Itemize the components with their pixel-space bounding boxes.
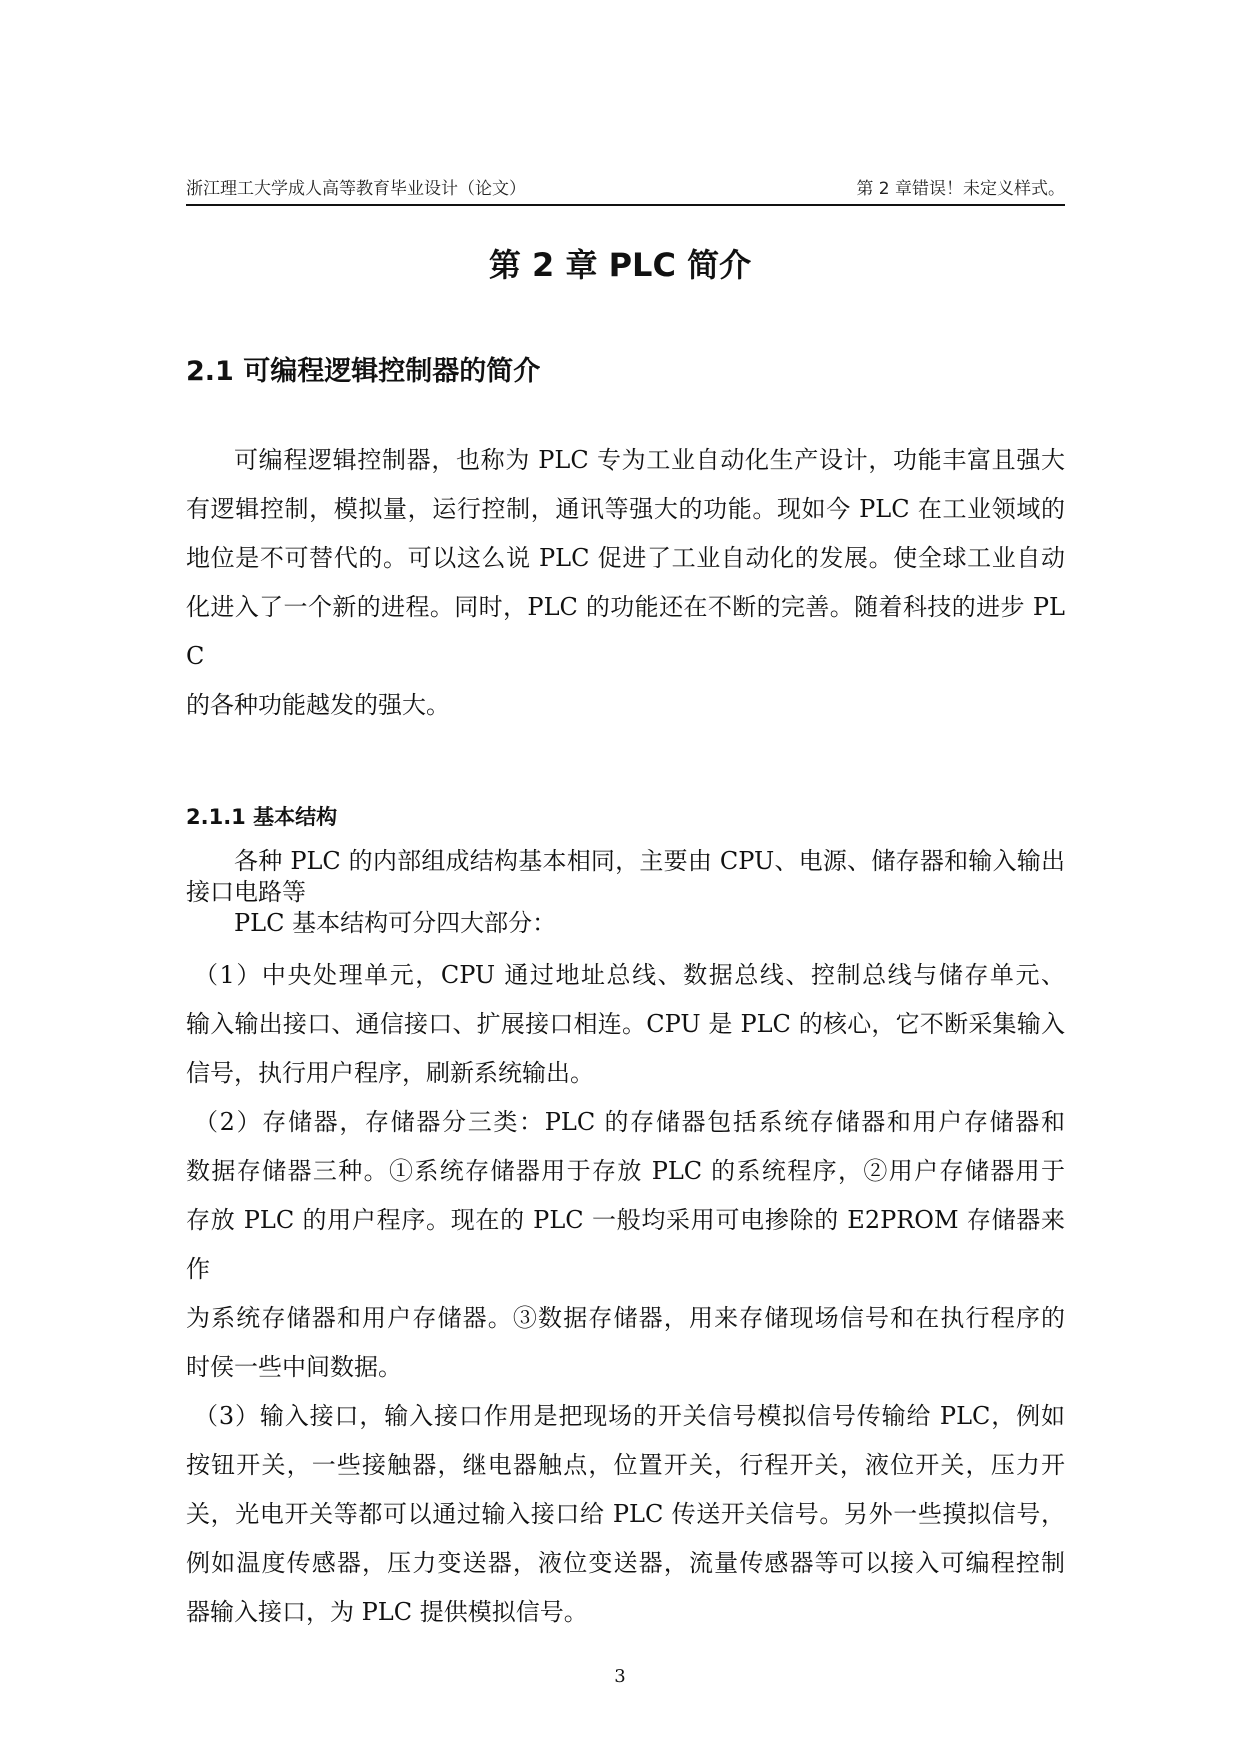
- list-item-line: （1）中央处理单元，CPU 通过地址总线、数据总线、控制总线与储存单元、: [194, 961, 1065, 989]
- list-item-line: 输入输出接口、通信接口、扩展接口相连。CPU 是 PLC 的核心，它不断采集输入: [186, 1010, 1065, 1038]
- section-paragraph: [186, 436, 1065, 730]
- list-item-line: 按钮开关，一些接触器，继电器触点，位置开关，行程开关，液位开关，压力开: [186, 1451, 1065, 1479]
- page-body: [186, 240, 1065, 1689]
- list-item-line: 时侯一些中间数据。: [186, 1353, 402, 1381]
- paragraph-line: 地位是不可替代的。可以这么说 PLC 促进了工业自动化的发展。使全球工业自动: [186, 544, 1065, 572]
- list-item-line: 器输入接口，为 PLC 提供模拟信号。: [186, 1598, 588, 1626]
- list-item-line: 存放 PLC 的用户程序。现在的 PLC 一般均采用可电掺除的 E2PROM 存储器来作: [186, 1206, 1065, 1283]
- paragraph-line: 有逻辑控制，模拟量，运行控制，通讯等强大的功能。现如今 PLC 在工业领域的: [186, 495, 1065, 523]
- list-item-line: 信号，执行用户程序，刷新系统输出。: [186, 1059, 594, 1087]
- subsection-heading: 2.1.1 基本结构: [186, 805, 338, 829]
- list-item-line: 例如温度传感器，压力变送器，液位变送器，流量传感器等可以接入可编程控制: [186, 1549, 1065, 1577]
- list-item-line: （2）存储器，存储器分三类：PLC 的存储器包括系统存储器和用户存储器和: [194, 1108, 1065, 1136]
- paragraph-line: PLC 基本结构可分四大部分：: [234, 909, 557, 937]
- running-header-right: 第 2 章错误！未定义样式。: [856, 179, 1065, 199]
- paragraph-line: 化进入了一个新的进程。同时，PLC 的功能还在不断的完善。随着科技的进步 PLC: [186, 593, 1065, 670]
- running-header-left: 浙江理工大学成人高等教育毕业设计（论文）: [186, 179, 526, 199]
- list-item-memory: [186, 1098, 1065, 1392]
- list-item-line: （3）输入接口，输入接口作用是把现场的开关信号模拟信号传输给 PLC，例如: [194, 1402, 1065, 1430]
- chapter-title: 第 2 章 PLC 简介: [488, 246, 752, 284]
- paragraph-line: 的各种功能越发的强大。: [186, 691, 450, 719]
- subsection-intro: [186, 846, 1065, 939]
- header-rule: [186, 204, 1065, 206]
- paragraph-line: 接口电路等: [186, 878, 306, 906]
- list-item-input: [186, 1392, 1065, 1637]
- paragraph-line: 可编程逻辑控制器，也称为 PLC 专为工业自动化生产设计，功能丰富且强大: [234, 446, 1065, 474]
- list-item-line: 为系统存储器和用户存储器。③数据存储器，用来存储现场信号和在执行程序的: [186, 1304, 1065, 1332]
- page-number: 3: [614, 1666, 626, 1687]
- section-heading: 2.1 可编程逻辑控制器的简介: [186, 356, 541, 387]
- paragraph-line: 各种 PLC 的内部组成结构基本相同，主要由 CPU、电源、储存器和输入输出: [234, 847, 1065, 875]
- list-item-line: 数据存储器三种。①系统存储器用于存放 PLC 的系统程序，②用户存储器用于: [186, 1157, 1065, 1185]
- list-item-line: 关，光电开关等都可以通过输入接口给 PLC 传送开关信号。另外一些摸拟信号，: [186, 1500, 1065, 1528]
- list-item-cpu: [186, 951, 1065, 1098]
